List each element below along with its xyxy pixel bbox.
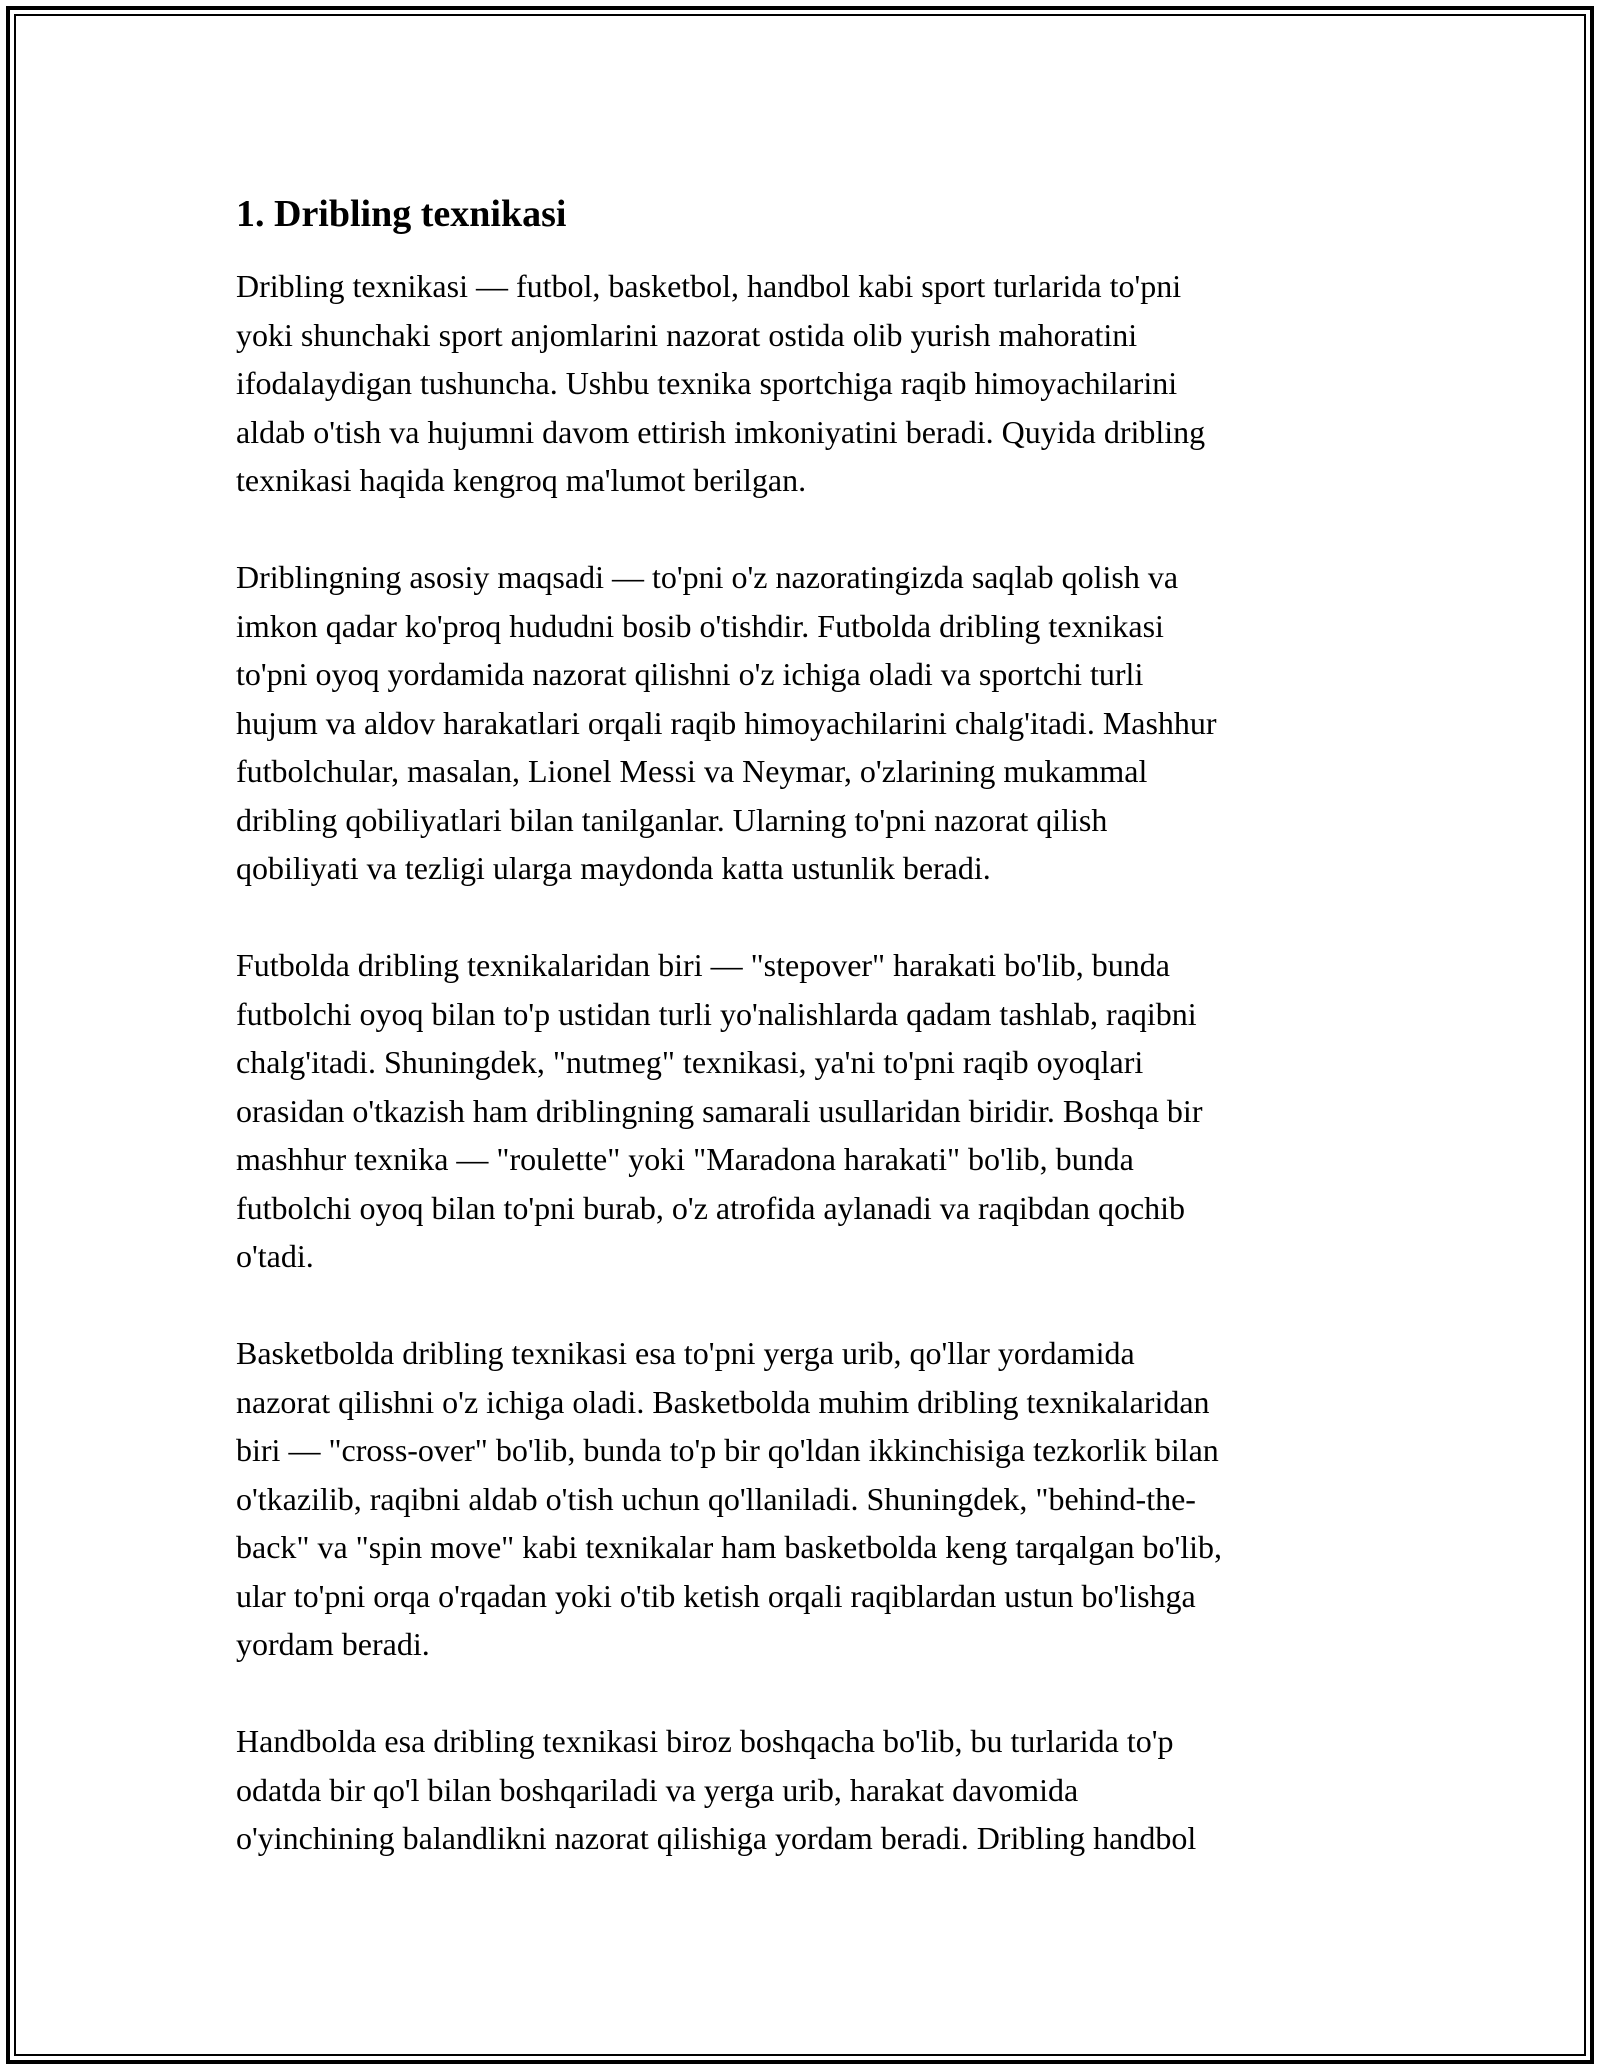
text-line: mashhur texnika — "roulette" yoki "Maradona harakati" bo'lib, bunda xyxy=(236,1141,1134,1177)
text-line: futbolchular, masalan, Lionel Messi va Neymar, o'zlarining mukammal xyxy=(236,753,1148,789)
text-line: Handbolda esa dribling texnikasi biroz boshqacha bo'lib, bu turlarida to'p xyxy=(236,1723,1174,1759)
text-line: dribling qobiliyatlari bilan tanilganlar. Ularning to'pni nazorat qilish xyxy=(236,801,1108,838)
text-line: Driblingning asosiy maqsadi — to'pni o'z nazoratingizda saqlab qolish va xyxy=(236,559,1179,595)
text-line: o'tadi. xyxy=(236,1238,314,1274)
text-line: hujum va aldov harakatlari orqali raqib himoyachilarini chalg'itadi. Mashhur xyxy=(236,704,1217,741)
text-line: biri — "cross-over" bo'lib, bunda to'p bir qo'ldan ikkinchisiga tezkorlik bilan xyxy=(236,1432,1219,1468)
paragraph-3 xyxy=(236,941,1376,1281)
document-body xyxy=(236,188,1376,1911)
text-line: to'pni oyoq yordamida nazorat qilishni o'z ichiga oladi va sportchi turli xyxy=(236,656,1144,692)
text-line: Basketbolda dribling texnikasi esa to'pni yerga urib, qo'llar yordamida xyxy=(236,1335,1135,1371)
paragraph-4 xyxy=(236,1329,1376,1669)
text-line: texnikasi haqida kengroq ma'lumot berilgan. xyxy=(236,462,807,498)
text-line: o'yinchining balandlikni nazorat qilishiga yordam beradi. Dribling handbol xyxy=(236,1820,1197,1856)
text-line: chalg'itadi. Shuningdek, "nutmeg" texnikasi, ya'ni to'pni raqib oyoqlari xyxy=(236,1044,1144,1080)
text-line: Dribling texnikasi — futbol, basketbol, handbol kabi sport turlarida to'pni xyxy=(236,268,1182,304)
text-line: futbolchi oyoq bilan to'p ustidan turli yo'nalishlarda qadam tashlab, raqibni xyxy=(236,995,1197,1032)
text-line: imkon qadar ko'proq hududni bosib o'tishdir. Futbolda dribling texnikasi xyxy=(236,607,1164,644)
paragraph-5 xyxy=(236,1717,1376,1863)
paragraph-2 xyxy=(236,553,1376,893)
text-line: futbolchi oyoq bilan to'pni burab, o'z atrofida aylanadi va raqibdan qochib xyxy=(236,1189,1186,1226)
text-line: ifodalaydigan tushuncha. Ushbu texnika sportchiga raqib himoyachilarini xyxy=(236,365,1178,401)
text-line: o'tkazilib, raqibni aldab o'tish uchun qo'llaniladi. Shuningdek, "behind-the- xyxy=(236,1480,1196,1517)
text-line: odatda bir qo'l bilan boshqariladi va yerga urib, harakat davomida xyxy=(236,1771,1079,1808)
text-line: qobiliyati va tezligi ularga maydonda katta ustunlik beradi. xyxy=(236,850,991,886)
document-title: 1. Dribling texnikasi xyxy=(236,193,567,235)
text-line: Futbolda dribling texnikalaridan biri — "stepover" harakati bo'lib, bunda xyxy=(236,947,1170,983)
text-line: aldab o'tish va hujumni davom ettirish imkoniyatini beradi. Quyida dribling xyxy=(236,413,1206,450)
text-line: nazorat qilishni o'z ichiga oladi. Basketbolda muhim dribling texnikalaridan xyxy=(236,1383,1210,1420)
text-line: ular to'pni orqa o'rqadan yoki o'tib ketish orqali raqiblardan ustun bo'lishga xyxy=(236,1577,1196,1614)
text-line: yordam beradi. xyxy=(236,1626,430,1662)
text-line: yoki shunchaki sport anjomlarini nazorat ostida olib yurish mahoratini xyxy=(236,316,1138,353)
text-line: orasidan o'tkazish ham driblingning samarali usullaridan biridir. Boshqa bir xyxy=(236,1092,1203,1129)
text-line: back" va "spin move" kabi texnikalar ham basketbolda keng tarqalgan bo'lib, xyxy=(236,1529,1222,1565)
paragraph-1 xyxy=(236,262,1376,505)
